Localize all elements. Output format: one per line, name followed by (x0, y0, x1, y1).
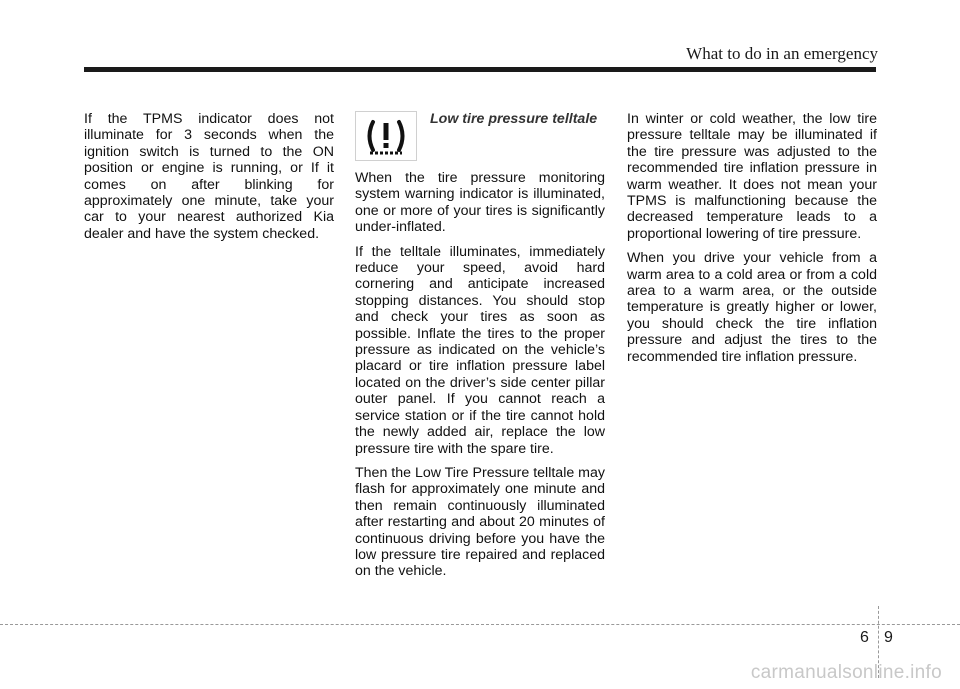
page-number: 9 (884, 629, 893, 646)
watermark: carmanualsonline.info (750, 662, 942, 683)
header-rule (84, 67, 876, 72)
column-left (84, 111, 334, 250)
low-tire-pressure-icon (355, 111, 417, 161)
telltale-heading (355, 111, 605, 163)
telltale-title: Low tire pressure telltale (430, 111, 598, 127)
paragraph: In winter or cold weather, the low tire pressure telltale may be illuminated if the tire pressure was adjusted to the recommended tire inflation pressure in warm weather. It does not mean your TPMS is malfunctioning because the decreased temperature leads to a proportional lowering of tire pressure. (627, 111, 877, 242)
paragraph: If the TPMS indicator does not illuminate for 3 seconds when the ignition switch is turned to the ON position or engine is running, or If it comes on after blinking for approximately one minute, take your car to your nearest authorized Kia dealer and have the system checked. (84, 111, 334, 242)
paragraph: Then the Low Tire Pressure telltale may flash for approximately one minute and then remain continuously illuminated after restarting and about 20 minutes of continuous driving before you have the low pressure tire repaired and replaced on the vehicle. (355, 464, 605, 580)
footer-rule (0, 624, 960, 625)
paragraph: If the telltale illuminates, immediately reduce your speed, avoid hard cornering and anticipate increased stopping distances. You should stop and check your tires as soon as possible. Inflate the tires to the proper pressure as indicated on the vehicle’s placard or tire inflation pressure label located on the driver’s side center pillar outer panel. If you cannot reach a service station or if the tire cannot hold the newly added air, replace the low pressure tire with the spare tire. (355, 243, 605, 457)
chapter-number: 6 (860, 629, 869, 646)
column-middle (355, 111, 605, 588)
column-right (627, 111, 877, 373)
page-header-title: What to do in an emergency (686, 44, 878, 63)
paragraph: When you drive your vehicle from a warm area to a cold area or from a cold area to a warm area, or the outside temperature is greatly higher or lower, you should check the tire inflation pressure and adjust the tires to the recommended tire inflation pressure. (627, 250, 877, 365)
paragraph: When the tire pressure monitoring system warning indicator is illuminated, one or more of your tires is significantly under-inflated. (355, 170, 605, 236)
